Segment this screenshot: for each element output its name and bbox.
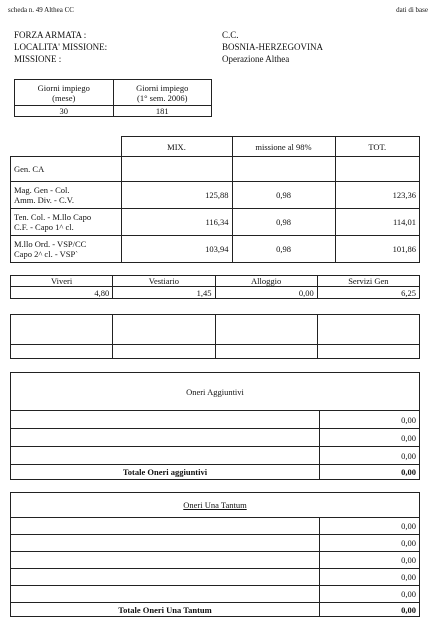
- rates-header-mix: MIX.: [121, 137, 232, 157]
- rank-cell: [11, 157, 122, 182]
- oneri-una-tantum-title: [11, 493, 420, 518]
- pct-cell: [232, 157, 335, 182]
- localita-value: BOSNIA-HERZEGOVINA: [222, 42, 323, 52]
- rates-corner: [11, 137, 122, 157]
- viveri-header: Viveri: [11, 276, 113, 287]
- rates-header-tot: TOT.: [335, 137, 420, 157]
- tot-cell: 114,01: [335, 209, 420, 236]
- mix-cell: 125,88: [121, 182, 232, 209]
- tantum-label-cell: [11, 569, 320, 586]
- table-row: [11, 182, 420, 209]
- localita-label: LOCALITA' MISSIONE:: [14, 42, 108, 52]
- missione-label: MISSIONE :: [14, 54, 62, 64]
- tot-cell: 101,86: [335, 236, 420, 263]
- rank-line2: Capo 2^ cl. - VSP`: [14, 249, 79, 259]
- tantum-value-cell: 0,00: [320, 586, 420, 603]
- rank-line2: C.F. - Capo 1^ cl.: [14, 222, 74, 232]
- pct-cell: 0,98: [232, 236, 335, 263]
- oneri-una-tantum-table: [10, 492, 420, 617]
- forza-armata-label: FORZA ARMATA :: [14, 30, 87, 40]
- alloggio-header: Alloggio: [215, 276, 317, 287]
- oneri-label-cell: [11, 429, 320, 447]
- empty-cell: [113, 315, 215, 345]
- empty-cell: [215, 345, 317, 359]
- rank-line1: Ten. Col. - M.llo Capo: [14, 212, 92, 222]
- tantum-total-label: Totale Oneri Una Tantum: [11, 603, 320, 617]
- tantum-value-cell: 0,00: [320, 552, 420, 569]
- empty-cell: [317, 315, 419, 345]
- tantum-label-cell: [11, 586, 320, 603]
- table-row: [11, 465, 420, 480]
- tot-cell: [335, 157, 420, 182]
- mix-cell: 116,34: [121, 209, 232, 236]
- dati-di-base-label: dati di base: [396, 6, 428, 14]
- table-row: [11, 411, 420, 429]
- rank-cell: [11, 182, 122, 209]
- table-row: [11, 586, 420, 603]
- viveri-value: 4,80: [11, 287, 113, 299]
- pct-cell: 0,98: [232, 182, 335, 209]
- oneri-label-cell: [11, 447, 320, 465]
- oneri-value-cell: 0,00: [320, 411, 420, 429]
- empty-cell: [11, 315, 113, 345]
- rates-table: [10, 136, 420, 263]
- rank-line1: M.llo Ord. - VSP/CC: [14, 239, 87, 249]
- mix-cell: 103,94: [121, 236, 232, 263]
- giorni-mese-header: [15, 80, 114, 106]
- oneri-aggiuntivi-table: [10, 372, 420, 480]
- giorni-impiego-table: [14, 79, 212, 117]
- giorni-sem-header-line1: Giorni impiego: [136, 82, 189, 93]
- empty-cell: [215, 315, 317, 345]
- tantum-value-cell: 0,00: [320, 518, 420, 535]
- empty-cell: [113, 345, 215, 359]
- giorni-sem-value: 181: [113, 106, 212, 117]
- oneri-aggiuntivi-title: Oneri Aggiuntivi: [11, 373, 420, 411]
- table-row: [11, 447, 420, 465]
- oneri-total-value: 0,00: [320, 465, 420, 480]
- tantum-label-cell: [11, 518, 320, 535]
- tot-cell: 123,36: [335, 182, 420, 209]
- empty-cell: [11, 345, 113, 359]
- table-row: [11, 569, 420, 586]
- tantum-label-cell: [11, 552, 320, 569]
- pct-cell: 0,98: [232, 209, 335, 236]
- table-row: [11, 236, 420, 263]
- giorni-sem-header-line2: (1° sem. 2006): [137, 92, 188, 103]
- tantum-value-cell: 0,00: [320, 535, 420, 552]
- table-row: [11, 209, 420, 236]
- rank-line1: Mag. Gen - Col.: [14, 185, 70, 195]
- tantum-label-cell: [11, 535, 320, 552]
- empty-cell: [317, 345, 419, 359]
- giorni-mese-header-line1: Giorni impiego: [37, 82, 90, 93]
- oneri-label-cell: [11, 411, 320, 429]
- table-row: [11, 552, 420, 569]
- scheda-number: scheda n. 49 Althea CC: [8, 6, 74, 14]
- oneri-value-cell: 0,00: [320, 447, 420, 465]
- alloggio-value: 0,00: [215, 287, 317, 299]
- forza-armata-value: C.C.: [222, 30, 239, 40]
- rates-header-pct: missione al 98%: [232, 137, 335, 157]
- mix-cell: [121, 157, 232, 182]
- servizi-gen-value: 6,25: [317, 287, 419, 299]
- vestiario-value: 1,45: [113, 287, 215, 299]
- oneri-total-label: Totale Oneri aggiuntivi: [11, 465, 320, 480]
- giorni-mese-value: 30: [15, 106, 114, 117]
- missione-value: Operazione Althea: [222, 54, 290, 64]
- rank-line1: Gen. CA: [14, 164, 45, 174]
- table-row: [11, 429, 420, 447]
- vestiario-header: Vestiario: [113, 276, 215, 287]
- giorni-sem-header: [113, 80, 212, 106]
- giorni-mese-header-line2: (mese): [52, 92, 76, 103]
- table-row: [11, 518, 420, 535]
- oneri-una-tantum-title-text: Oneri Una Tantum: [183, 500, 247, 510]
- rank-line2: Amm. Div. - C.V.: [14, 195, 74, 205]
- table-row: [11, 157, 420, 182]
- tantum-value-cell: 0,00: [320, 569, 420, 586]
- rank-cell: [11, 209, 122, 236]
- oneri-value-cell: 0,00: [320, 429, 420, 447]
- servizi-gen-header: Servizi Gen: [317, 276, 419, 287]
- empty-grid-table: [10, 314, 420, 359]
- rank-cell: [11, 236, 122, 263]
- tantum-total-value: 0,00: [320, 603, 420, 617]
- table-row: [11, 603, 420, 617]
- services-table: [10, 275, 420, 299]
- table-row: [11, 535, 420, 552]
